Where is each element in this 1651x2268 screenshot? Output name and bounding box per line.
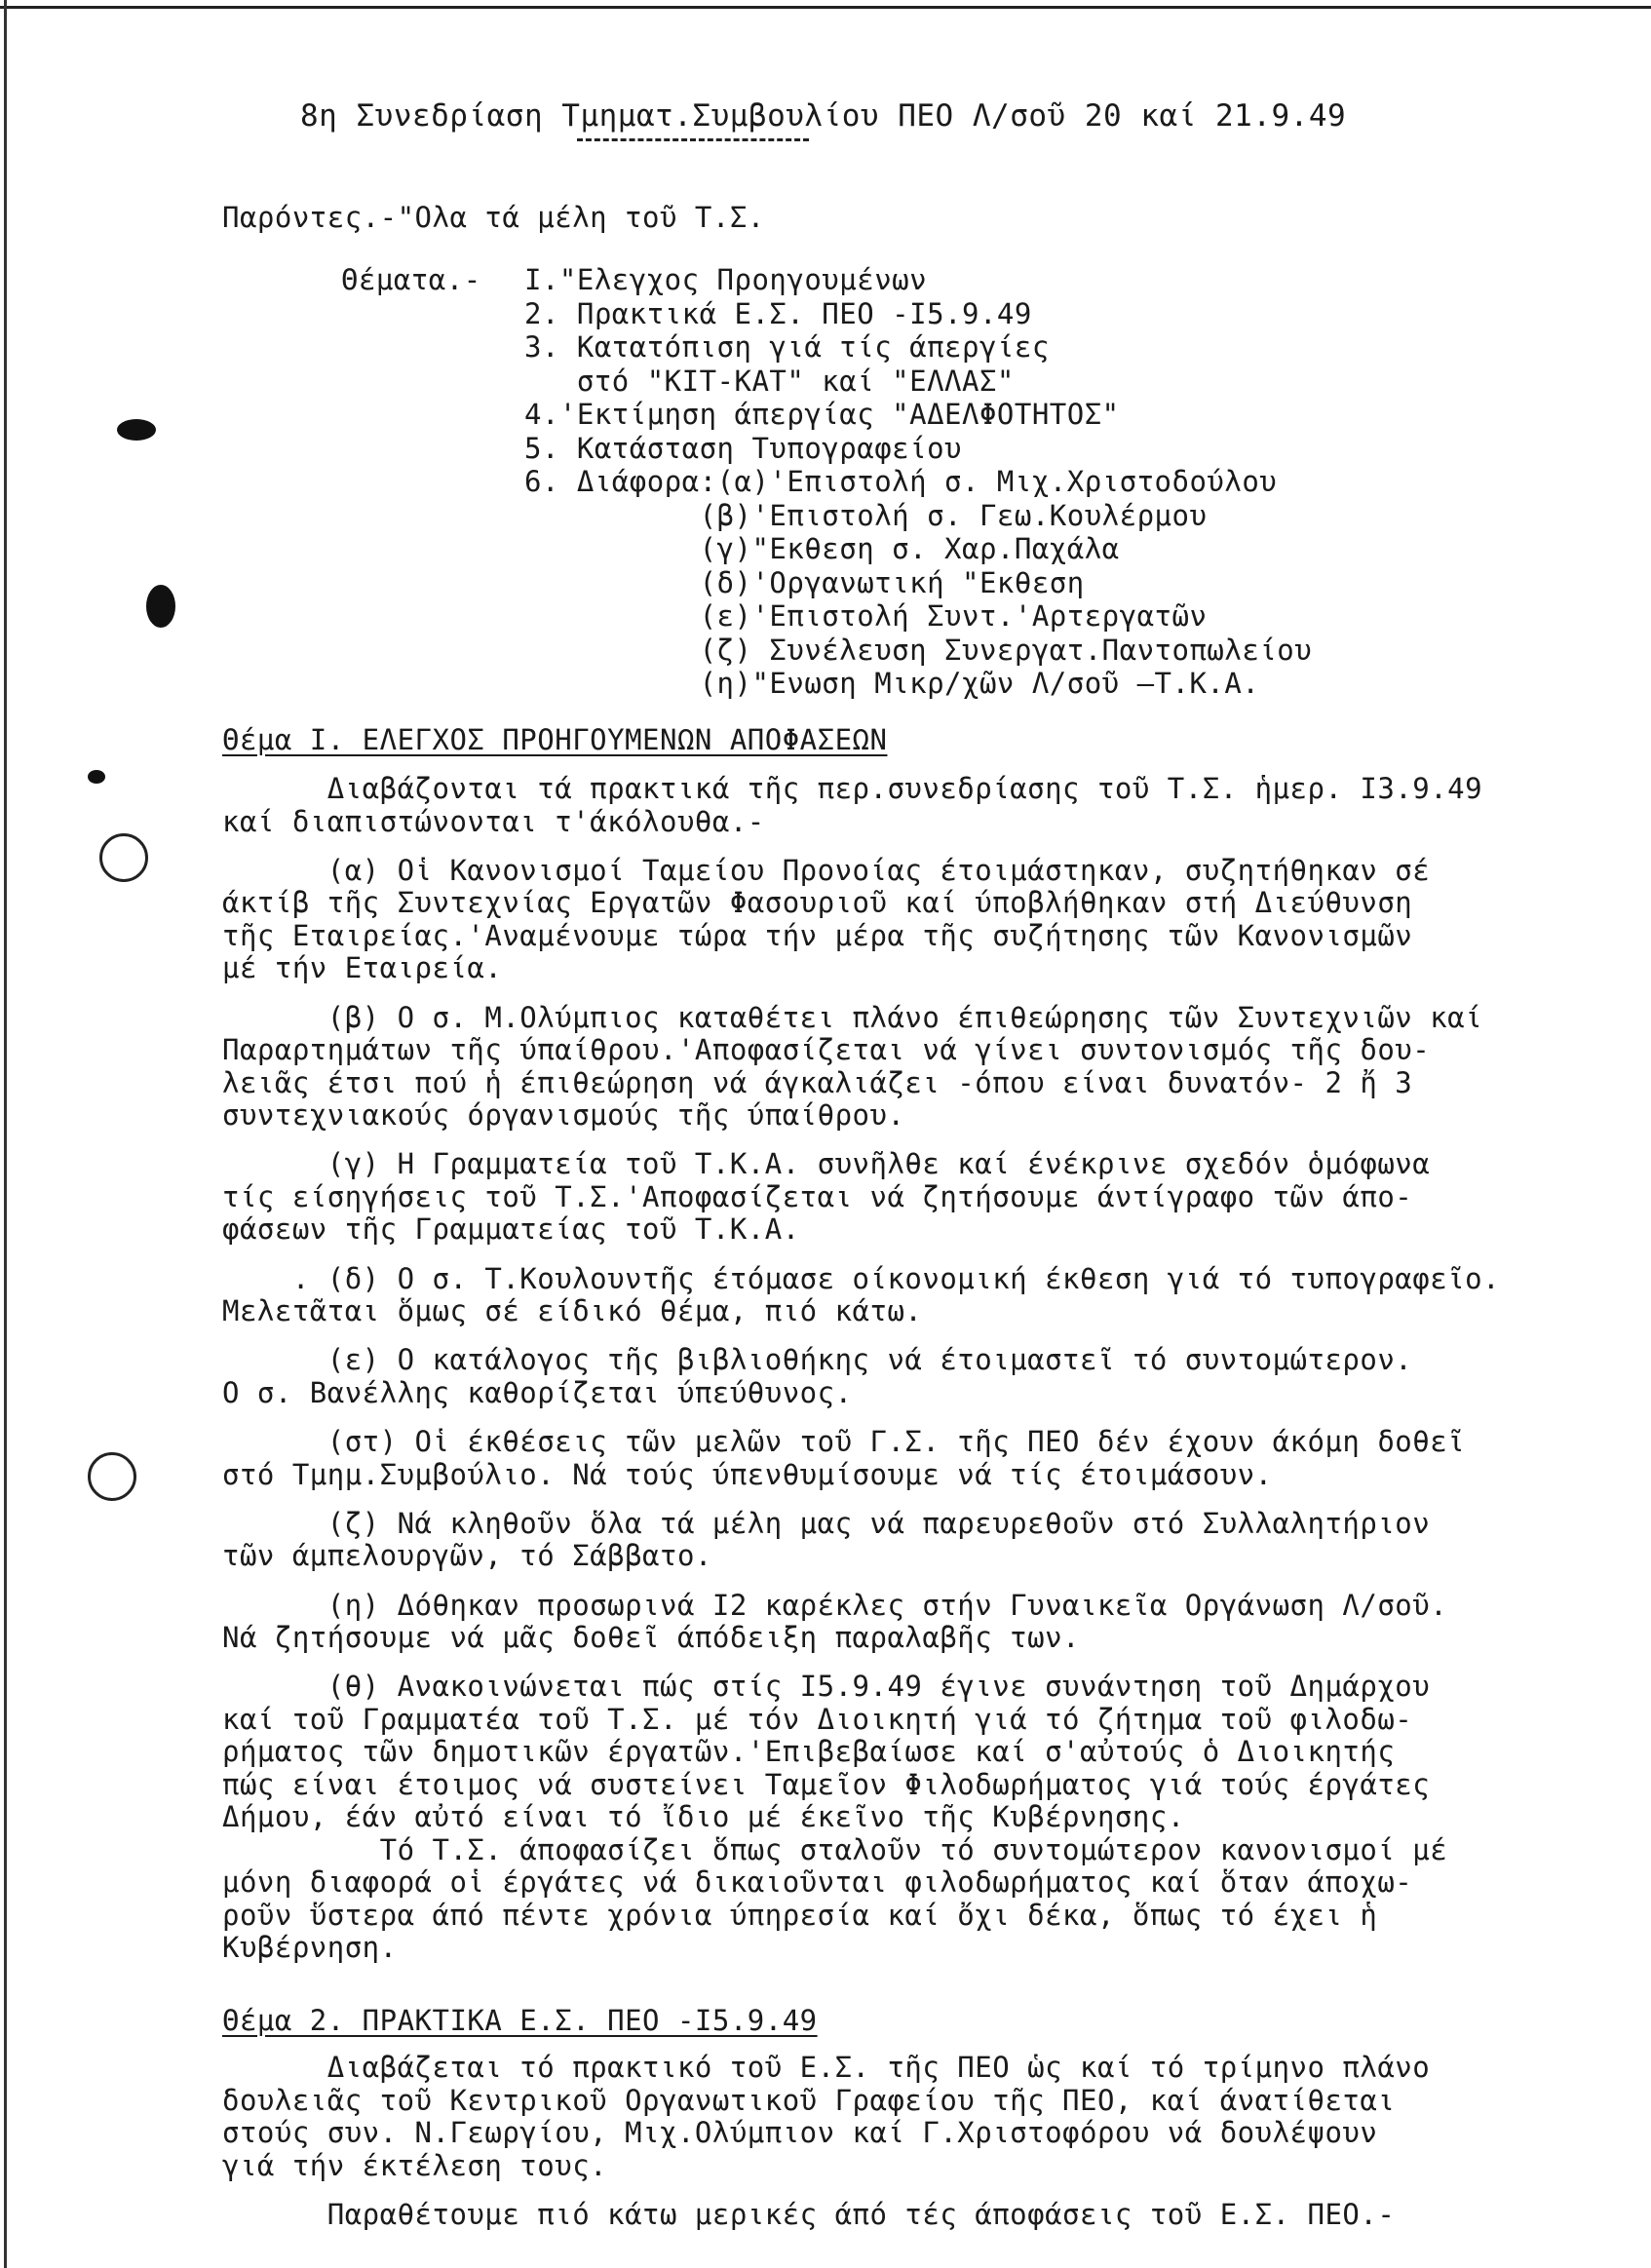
agenda-line: (ε)'Επιστολή Συντ.'Αρτεργατῶν xyxy=(524,599,1208,633)
section1_lines-line: Δήμου, έάν αὐτό είναι τό ἴδιο μέ έκεῖνο τῆς Κυβέρνησης. xyxy=(222,1800,1185,1834)
section1_lines-line: φάσεων τῆς Γραμματείας τοῦ Τ.Κ.Α. xyxy=(222,1212,800,1247)
ink-blot xyxy=(146,585,175,628)
section1_lines-line: τῆς Εταιρείας.'Αναμένουμε τώρα τήν μέρα τῆς συζήτησης τῶν Κανονισμῶν xyxy=(222,918,1413,952)
section1_lines-line: στό Τμημ.Συμβούλιο. Νά τούς ύπενθυμίσουμε νά τίς έτοιμάσουν. xyxy=(222,1457,1273,1491)
punch-hole xyxy=(99,833,148,882)
agenda-line: 2. Πρακτικά Ε.Σ. ΠΕΟ -Ι5.9.49 xyxy=(524,296,1032,330)
section1_lines-line: μόνη διαφορά οἱ έργάτες νά δικαιοῦνται φιλοδωρήματος καί ὅταν άποχω- xyxy=(222,1865,1413,1900)
agenda-line: (ζ) Συνέλευση Συνεργατ.Παντοπωλείου xyxy=(524,633,1313,667)
agenda-line: (β)'Επιστολή σ. Γεω.Κουλέρμου xyxy=(524,498,1208,532)
section1_lines-line: Διαβάζονται τά πρακτικά τῆς περ.συνεδρίασης τοῦ Τ.Σ. ἡμερ. Ι3.9.49 xyxy=(222,772,1483,805)
title-underline xyxy=(577,138,809,141)
section1_lines-line: (η) Δόθηκαν προσωρινά Ι2 καρέκλες στήν Γυναικεῖα Οργάνωση Λ/σοῦ. xyxy=(222,1588,1448,1622)
section1_lines-line: Ο σ. Βανέλλης καθορίζεται ύπεύθυνος. xyxy=(222,1375,853,1409)
agenda-line: 6. Διάφορα:(α)'Επιστολή σ. Μιχ.Χριστοδούλου xyxy=(524,465,1278,498)
section1_lines-line: λειᾶς έτσι πού ἡ έπιθεώρηση νά άγκαλιάζει -όπου είναι δυνατόν- 2 ἤ 3 xyxy=(222,1065,1413,1099)
section1_lines-line: . (δ) Ο σ. Τ.Κουλουντῆς έτόμασε οίκονομική έκθεση γιά τό τυπογραφεῖο. xyxy=(222,1261,1501,1295)
section1_lines-line: άκτίβ τῆς Συντεχνίας Εργατῶν Φασουριοῦ καί ύποβλήθηκαν στή Διεύθυνση xyxy=(222,886,1413,920)
agenda-line: (δ)'Οργανωτική "Εκθεση xyxy=(524,565,1085,599)
present-line: Παρόντες.-"Ολα τά μέλη τοῦ Τ.Σ. xyxy=(222,201,765,234)
agenda-line: 4.'Εκτίμηση άπεργίας "ΑΔΕΛΦΟΤΗΤΟΣ" xyxy=(524,398,1120,431)
section1_lines-line: Μελετᾶται ὅμως σέ είδικό θέμα, πιό κάτω. xyxy=(222,1294,923,1327)
section2_lines-line: Διαβάζεται τό πρακτικό τοῦ Ε.Σ. τῆς ΠΕΟ ὡς καί τό τρίμηνο πλάνο xyxy=(222,2051,1431,2084)
section2_lines-line: γιά τήν έκτέλεση τους. xyxy=(222,2148,608,2182)
section2-heading: Θέμα 2. ΠΡΑΚΤΙΚΑ Ε.Σ. ΠΕΟ -Ι5.9.49 xyxy=(222,2004,818,2037)
ink-blot xyxy=(117,419,156,441)
left-border xyxy=(4,0,7,2268)
section1-heading: Θέμα Ι. ΕΛΕΓΧΟΣ ΠΡΟΗΓΟΥΜΕΝΩΝ ΑΠΟΦΑΣΕΩΝ xyxy=(222,723,888,756)
section1_lines-line: (β) Ο σ. Μ.Ολύμπιος καταθέτει πλάνο έπιθεώρησης τῶν Συντεχνιῶν καί xyxy=(222,1000,1483,1034)
agenda-line: 5. Κατάσταση Τυπογραφείου xyxy=(524,431,962,465)
section1_lines-line: Κυβέρνηση. xyxy=(222,1931,398,1965)
section2_lines-line: στούς συν. Ν.Γεωργίου, Μιχ.Ολύμπιον καί Γ.Χριστοφόρου νά δουλέψουν xyxy=(222,2116,1378,2149)
section1_lines-line: καί τοῦ Γραμματέα τοῦ Τ.Σ. μέ τόν Διοικητή γιά τό ζήτημα τοῦ φιλοδω- xyxy=(222,1702,1413,1736)
document-title: 8η Συνεδρίαση Τμηματ.Συμβουλίου ΠΕΟ Λ/σοῦ 20 καί 21.9.49 xyxy=(300,98,1347,134)
agenda-line: στό "ΚΙΤ-ΚΑΤ" καί "ΕΛΛΑΣ" xyxy=(524,364,1015,398)
section1_lines-line: Νά ζητήσουμε νά μᾶς δοθεῖ άπόδειξη παραλαβῆς των. xyxy=(222,1621,1081,1654)
section1_lines-line: μέ τήν Εταιρεία. xyxy=(222,951,503,985)
section1_lines-line: (ζ) Νά κληθοῦν ὅλα τά μέλη μας νά παρευρεθοῦν στό Συλλαλητήριον xyxy=(222,1506,1431,1540)
agenda-line: (η)"Ενωση Μικρ/χῶν Λ/σοῦ —Τ.Κ.Α. xyxy=(524,667,1260,700)
agenda-line: (γ)"Εκθεση σ. Χαρ.Παχάλα xyxy=(524,532,1120,565)
section1_lines-line: Τό Τ.Σ. άποφασίζει ὅπως σταλοῦν τό συντομώτερον κανονισμοί μέ xyxy=(222,1832,1448,1866)
section1_lines-line: τίς είσηγήσεις τοῦ Τ.Σ.'Αποφασίζεται νά ζητήσουμε άντίγραφο τῶν άπο- xyxy=(222,1179,1413,1213)
section1_lines-line: καί διαπιστώνονται τ'άκόλουθα.- xyxy=(222,804,765,838)
section1_lines-line: ρήματος τῶν δημοτικῶν έργατῶν.'Επιβεβαίωσε καί σ'αὐτούς ὁ Διοικητής xyxy=(222,1735,1396,1769)
section2_lines-line: δουλειᾶς τοῦ Κεντρικοῦ Οργανωτικοῦ Γραφείου τῆς ΠΕΟ, καί άνατίθεται xyxy=(222,2083,1396,2117)
top-border xyxy=(0,6,1651,9)
agenda-line: Ι."Ελεγχος Προηγουμένων xyxy=(524,263,928,296)
section1_lines-line: (α) Οἱ Κανονισμοί Ταμείου Προνοίας έτοιμάστηκαν, συζητήθηκαν σέ xyxy=(222,853,1431,887)
section1_lines-line: (ε) Ο κατάλογος τῆς βιβλιοθήκης νά έτοιμαστεῖ τό συντομώτερον. xyxy=(222,1343,1413,1377)
section2_lines-line: Παραθέτουμε πιό κάτω μερικές άπό τές άποφάσεις τοῦ Ε.Σ. ΠΕΟ.- xyxy=(222,2197,1396,2231)
section1_lines-line: τῶν άμπελουργῶν, τό Σάββατο. xyxy=(222,1539,712,1573)
section1_lines-line: πώς είναι έτοιμος νά συστείνει Ταμεῖον Φιλοδωρήματος γιά τούς έργάτες xyxy=(222,1767,1431,1801)
section1_lines-line: συντεχνιακούς όργανισμούς τῆς ύπαίθρου. xyxy=(222,1098,905,1132)
agenda-label: Θέματα.- xyxy=(341,263,481,296)
section1_lines-line: ροῦν ὕστερα άπό πέντε χρόνια ύπηρεσία καί ὄχι δέκα, ὅπως τό έχει ἡ xyxy=(222,1898,1378,1932)
section1_lines-line: (γ) Η Γραμματεία τοῦ Τ.Κ.Α. συνῆλθε καί ένέκρινε σχεδόν ὁμόφωνα xyxy=(222,1147,1431,1181)
agenda-line: 3. Κατατόπιση γιά τίς άπεργίες xyxy=(524,330,1050,364)
section1_lines-line: (στ) Οἱ έκθέσεις τῶν μελῶν τοῦ Γ.Σ. τῆς ΠΕΟ δέν έχουν άκόμη δοθεῖ xyxy=(222,1425,1466,1458)
section1_lines-line: (θ) Ανακοινώνεται πώς στίς Ι5.9.49 έγινε συνάντηση τοῦ Δημάρχου xyxy=(222,1670,1431,1704)
section1_lines-line: Παραρτημάτων τῆς ύπαίθρου.'Αποφασίζεται νά γίνει συντονισμός τῆς δου- xyxy=(222,1033,1431,1066)
ink-blot xyxy=(88,770,105,784)
punch-hole xyxy=(88,1452,136,1501)
